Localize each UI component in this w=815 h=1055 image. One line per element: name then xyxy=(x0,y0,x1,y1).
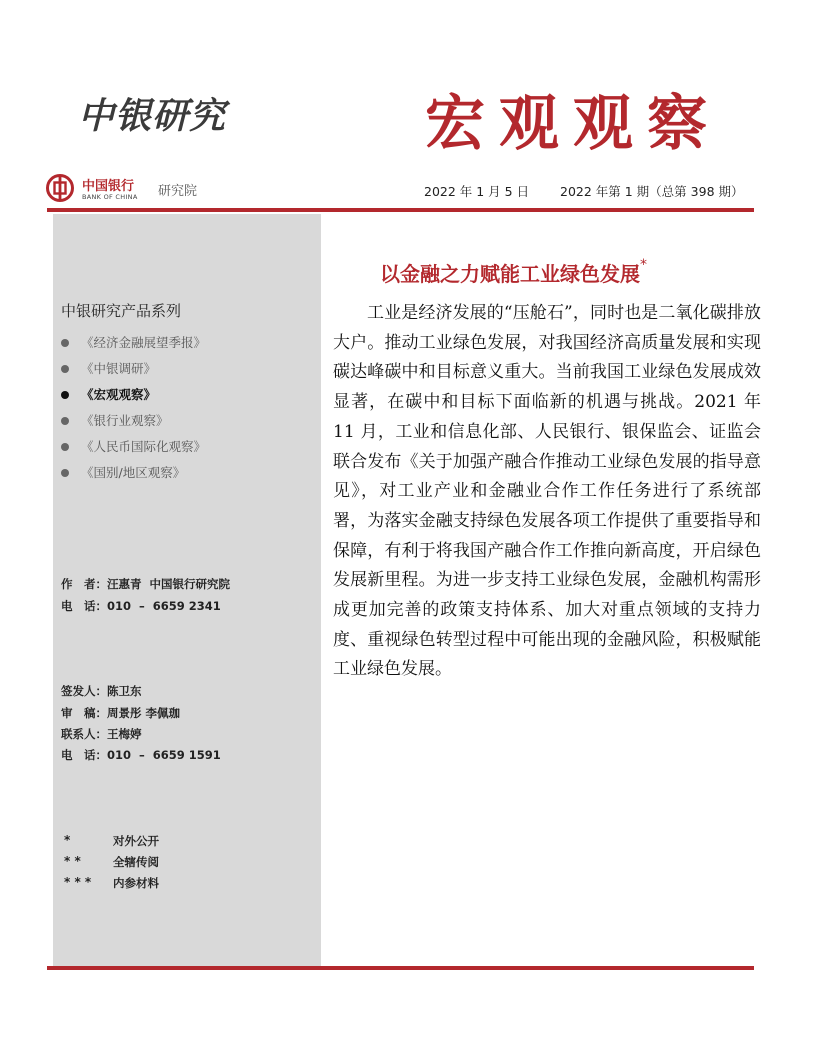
issuer-line: 签发人：陈卫东 xyxy=(61,684,142,698)
bank-name-en: BANK OF CHINA xyxy=(82,193,138,201)
bullet-icon xyxy=(61,443,69,451)
bullet-icon xyxy=(61,365,69,373)
classification-label: 内参材料 xyxy=(113,876,159,890)
publication-title: 宏观观察 xyxy=(425,89,721,159)
article-title xyxy=(380,258,647,287)
top-divider xyxy=(47,208,754,212)
series-item-label: 《国别/地区观察》 xyxy=(81,465,186,480)
series-item-label: 《银行业观察》 xyxy=(81,413,169,428)
classification-label: 对外公开 xyxy=(113,834,159,848)
classification-stars: * xyxy=(64,833,71,847)
classification-stars: * * xyxy=(64,854,81,868)
bank-of-china-logo-icon xyxy=(46,174,74,202)
author-line: 作 者：汪惠青 中国银行研究院 xyxy=(61,577,231,591)
bottom-divider xyxy=(47,966,754,970)
series-item-label: 《中银调研》 xyxy=(81,361,157,376)
series-title: 中银研究产品系列 xyxy=(61,302,182,320)
series-item-label: 《人民币国际化观察》 xyxy=(81,439,207,454)
author-phone: 电 话：010 – 6659 2341 xyxy=(61,599,221,613)
publication-date: 2022 年 1 月 5 日 xyxy=(424,184,530,199)
series-item[interactable] xyxy=(61,333,206,351)
series-item-label: 《经济金融展望季报》 xyxy=(81,335,207,350)
bank-name: 中国银行 xyxy=(82,179,135,194)
series-item-label: 《宏观观察》 xyxy=(81,387,157,402)
article-title-text: 以金融之力赋能工业绿色发展 xyxy=(380,262,640,286)
reviewers-line: 审 稿：周景彤 李佩珈 xyxy=(61,706,181,720)
contact-line: 联系人：王梅婷 xyxy=(61,727,142,741)
bullet-icon xyxy=(61,339,69,347)
institute-label: 研究院 xyxy=(158,184,198,199)
series-item[interactable] xyxy=(61,437,206,455)
brand-calligraphy: 中银研究 xyxy=(78,95,227,137)
series-item[interactable] xyxy=(61,463,185,481)
issue-number: 2022 年第 1 期（总第 398 期） xyxy=(560,184,744,199)
contact-phone: 电 话：010 – 6659 1591 xyxy=(61,748,221,762)
article-body: 工业是经济发展的“压舱石”，同时也是二氧化碳排放大户。推动工业绿色发展，对我国经济高质量发展和实现碳达峰碳中和目标意义重大。当前我国工业绿色发展成效显著，在碳中和目标下面临新的机遇与挑战。2021 年 11 月，工业和信息化部、人民银行、银保监会、证监会联合发布《关于加强产融合作推动工业绿色发展的指导意见》，对工业产业和金融业合作工作任务进行了系统部署，为落实金融支持绿色发展各项工作提供了重要指导和保障，有利于将我国产融合作工作推向新高度，开启绿色发展新里程。为进一步支持工业绿色发展，金融机构需形成更加完善的政策支持体系、加大对重点领域的支持力度、重视绿色转型过程中可能出现的金融风险，积极赋能工业绿色发展。 xyxy=(333,303,761,680)
classification-stars: * * * xyxy=(64,875,92,889)
bullet-icon xyxy=(61,417,69,425)
footnote-mark: * xyxy=(640,257,647,274)
series-item-active[interactable] xyxy=(61,385,156,403)
series-item[interactable] xyxy=(61,411,169,429)
bullet-icon xyxy=(61,469,69,477)
bullet-icon xyxy=(61,391,69,399)
series-item[interactable] xyxy=(61,359,156,377)
classification-label: 全辖传阅 xyxy=(113,855,159,869)
